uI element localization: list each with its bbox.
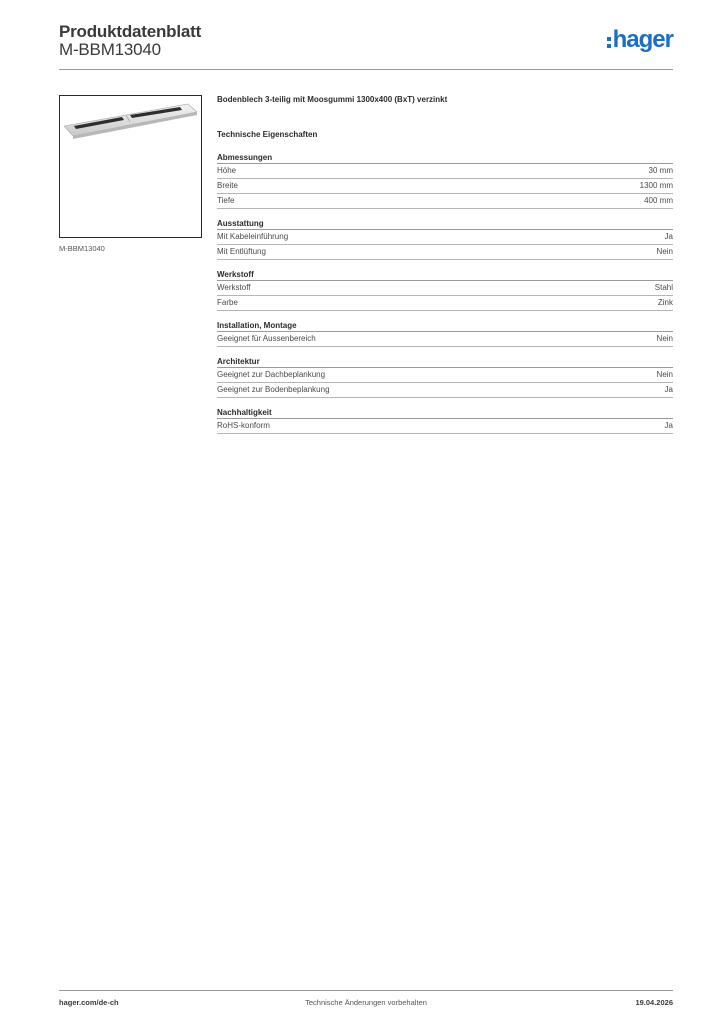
- spec-row: [217, 230, 673, 245]
- spec-value: Zink: [657, 298, 673, 307]
- hager-logo: [607, 28, 673, 52]
- spec-value: 400 mm: [644, 196, 673, 205]
- spec-label: Geeignet zur Bodenbeplankung: [217, 385, 330, 394]
- group-title: Ausstattung: [217, 218, 673, 230]
- group-title: Installation, Montage: [217, 320, 673, 332]
- spec-row: [217, 164, 673, 179]
- spec-group-ausstattung: [217, 218, 673, 260]
- spec-row: [217, 368, 673, 383]
- spec-row: [217, 332, 673, 347]
- spec-value: Ja: [664, 385, 673, 394]
- group-title: Werkstoff: [217, 269, 673, 281]
- group-title: Abmessungen: [217, 152, 673, 164]
- spec-group-abmessungen: [217, 152, 673, 209]
- product-number: M-BBM13040: [59, 40, 161, 59]
- spec-value: 1300 mm: [639, 181, 673, 190]
- spec-label: Tiefe: [217, 196, 235, 205]
- spec-label: Geeignet zur Dachbeplankung: [217, 370, 326, 379]
- spec-row: [217, 194, 673, 209]
- spec-value: Nein: [656, 370, 673, 379]
- spec-label: Breite: [217, 181, 238, 190]
- product-description: Bodenblech 3-teilig mit Moosgummi 1300x400 (BxT) verzinkt: [217, 95, 448, 104]
- spec-row: [217, 179, 673, 194]
- spec-label: Mit Kabeleinführung: [217, 232, 289, 241]
- spec-value: Stahl: [654, 283, 673, 292]
- tech-properties-heading: Technische Eigenschaften: [217, 130, 318, 139]
- spec-label: Mit Entlüftung: [217, 247, 266, 256]
- footer-notice: Technische Änderungen vorbehalten: [305, 998, 427, 1007]
- spec-value: Nein: [656, 247, 673, 256]
- spec-label: Geeignet für Aussenbereich: [217, 334, 316, 343]
- spec-group-installation: [217, 320, 673, 347]
- spec-group-nachhaltigkeit: [217, 407, 673, 434]
- floor-plate-image: [60, 96, 201, 237]
- spec-row: [217, 419, 673, 434]
- group-title: Architektur: [217, 356, 673, 368]
- footer-divider: [59, 990, 673, 991]
- product-image: [59, 95, 202, 238]
- spec-row: [217, 383, 673, 398]
- spec-value: Ja: [664, 421, 673, 430]
- spec-group-architektur: [217, 356, 673, 398]
- image-caption: M-BBM13040: [59, 244, 105, 253]
- spec-row: [217, 245, 673, 260]
- logo-text: hager: [612, 26, 673, 53]
- spec-row: [217, 296, 673, 311]
- header-divider: [59, 69, 673, 70]
- spec-row: [217, 281, 673, 296]
- spec-label: Werkstoff: [217, 283, 251, 292]
- spec-value: Ja: [664, 232, 673, 241]
- spec-label: Farbe: [217, 298, 238, 307]
- page-header: [59, 22, 673, 70]
- document-title: Produktdatenblatt: [59, 22, 202, 41]
- spec-group-werkstoff: [217, 269, 673, 311]
- spec-content: [217, 95, 673, 443]
- group-title: Nachhaltigkeit: [217, 407, 673, 419]
- footer-website-link[interactable]: hager.com/de-ch: [59, 998, 119, 1007]
- footer-date: 19.04.2026: [635, 998, 673, 1007]
- spec-label: Höhe: [217, 166, 237, 175]
- spec-label: RoHS-konform: [217, 421, 270, 430]
- logo-dots-icon: [607, 37, 611, 48]
- spec-value: Nein: [656, 334, 673, 343]
- spec-value: 30 mm: [648, 166, 673, 175]
